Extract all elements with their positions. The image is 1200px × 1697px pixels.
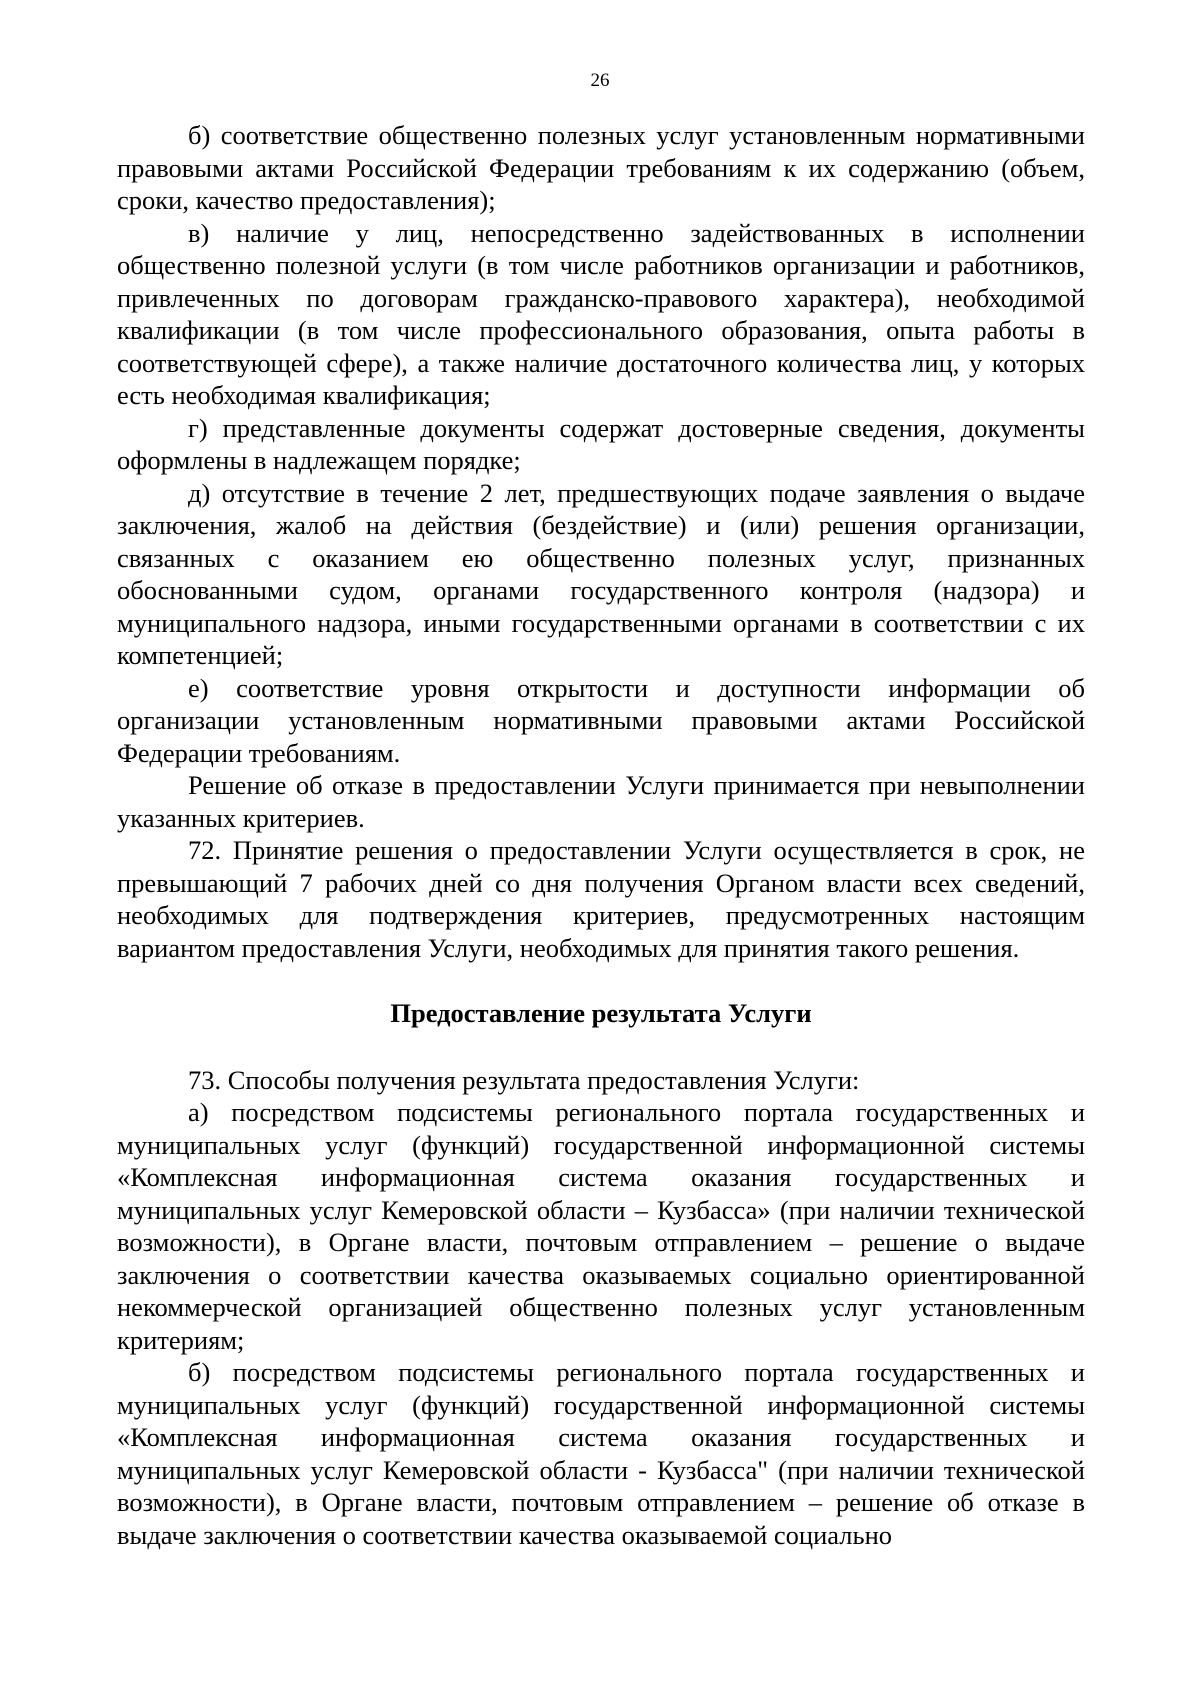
paragraph-criterion-b: б) соответствие общественно полезных услуг установленным нормативными правовыми актами Российской Федерации требованиям к их содержанию (объем, сроки, качество предоставления); — [117, 120, 1085, 215]
paragraph-refusal-decision: Решение об отказе в предоставлении Услуги принимается при невыполнении указанных критериев. — [117, 770, 1085, 833]
paragraph-method-a: а) посредством подсистемы регионального портала государственных и муниципальных услуг (функций) государственной информационной системы «Комплексная информационная система оказания государственных и муниципальных услуг Кемеровской области – Кузбасса» (при наличии технической возможности), в Органе власти, почтовым отправлением – решение о выдаче заключения о соответствии качества оказываемых социально ориентированной некоммерческой организацией общественно полезных услуг установленным критериям; — [117, 1097, 1085, 1355]
paragraph-criterion-g: г) представленные документы содержат достоверные сведения, документы оформлены в надлежащем порядке; — [117, 412, 1085, 475]
paragraph-criterion-e: е) соответствие уровня открытости и доступности информации об организации установленным нормативными правовыми актами Российской Федерации требованиям. — [117, 672, 1085, 768]
paragraph-criterion-v: в) наличие у лиц, непосредственно задействованных в исполнении общественно полезной услуги (в том числе работников организации и работников, привлеченных по договорам гражданско-правового характера), необходимой квалификации (в том числе профессионального образования, опыта работы в соответствующей сфере), а также наличие достаточного количества лиц, у которых есть необходимая квалификация; — [117, 217, 1085, 410]
paragraph-item-72: 72. Принятие решения о предоставлении Услуги осуществляется в срок, не превышающий 7 рабочих дней со дня получения Органом власти всех сведений, необходимых для подтверждения критериев, предусмотренных настоящим вариантом предоставления Услуги, необходимых для принятия такого решения. — [117, 835, 1085, 963]
paragraph-item-73: 73. Способы получения результата предоставления Услуги: — [188, 1064, 860, 1095]
document-body — [117, 119, 1085, 1551]
paragraph-method-b: б) посредством подсистемы регионального портала государственных и муниципальных услуг (функций) государственной информационной системы «Комплексная информационная система оказания государственных и муниципальных услуг Кемеровской области - Кузбасса" (при наличии технической возможности), в Органе власти, почтовым отправлением – решение об отказе в выдаче заключения о соответствии качества оказываемой социально — [117, 1357, 1085, 1550]
paragraph-criterion-d: д) отсутствие в течение 2 лет, предшествующих подаче заявления о выдаче заключения, жалоб на действия (бездействие) и (или) решения организации, связанных с оказанием ею общественно полезных услуг, признанных обоснованными судом, органами государственного контроля (надзора) и муниципального надзора, иными государственными органами в соответствии с их компетенцией; — [117, 477, 1085, 670]
section-heading: Предоставление результата Услуги — [390, 998, 812, 1028]
page-number: 26 — [590, 70, 610, 91]
